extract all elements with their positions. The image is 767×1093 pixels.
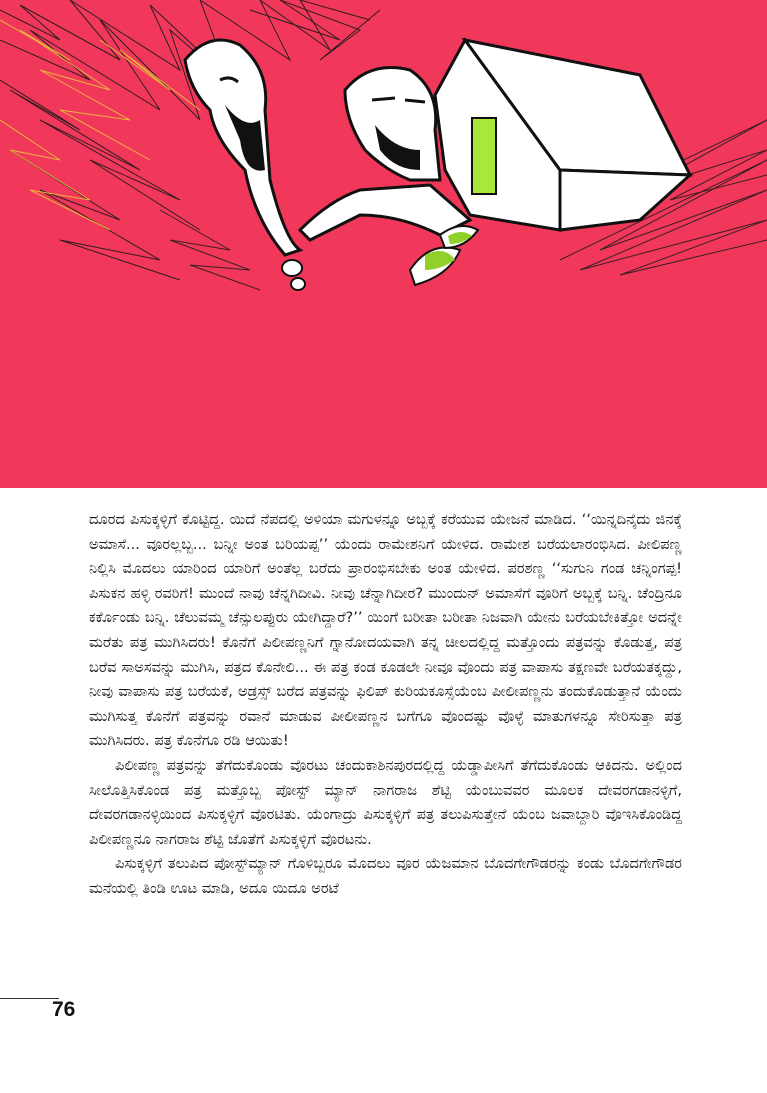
- page-number: 76: [52, 998, 76, 1021]
- illustration: [0, 0, 767, 488]
- paragraph-1: ದೂರದ ಪಿಸುಕ್ಕಳ್ಳಿಗೆ ಕೊಟ್ಟಿದ್ದ. ಯಿದೆ ನೆಪದಲ್ಲಿ ಅಳಿಯಾ ಮಗುಳನ್ನೂ ಅಬ್ಬಕ್ಕೆ ಕರೆಯುವ ಯೇಜನೆ ಮಾಡಿದ. ‘‘ಯಿನ್ನದಿನೈದು ಜಿನಕ್ಕೆ ಅಮಾಸೆ... ವೂರಲ್ಲಬ್ಬ... ಬನ್ನೀ ಅಂತ ಬರಿಯಪ್ಪ’’ ಯೆಂದು ರಾಮೇಶನಿಗೆ ಯೇಳಿದ. ರಾಮೇಶ ಬರೆಯಲಾರಂಭಿಸಿದ. ಪೀಲಿಪಣ್ಣ ನಿಲ್ಲಿಸಿ ಮೊದಲು ಯಾರಿಂದ ಯಾರಿಗೆ ಅಂತೆಲ್ಲ ಬರೆದು ಪ್ರಾರಂಭಿಸಬೇಕು ಅಂತ ಯೇಳಿದ. ಪರಶಣ್ಣ ‘‘ಸುಗುನಿ ಗಂಡ ಚನ್ನಿಂಗಪ್ಪ! ಪಿಸುಕನ ಹಳ್ಳಿ ರವರಿಗೆ! ಮುಂದೆ ನಾವು ಚೆನ್ನಗಿದೀವಿ. ನೀವು ಚೆನ್ನಾಗಿದೀರ? ಮುಂದುನ್ ಅಮಾಸೆಗೆ ವೂರಿಗೆ ಅಬ್ಬಕ್ಕೆ ಬನ್ನಿ. ಚೆಂದ್ರಿನೂ ಕರ್ಕೊಂಡು ಬನ್ನಿ. ಚೆಲುವಮ್ಮ ಚೆನ್ಸುಲಪ್ಪುರು ಯೇಗಿದ್ದಾರೆ?’’ ಯಿಂಗೆ ಬರೀತಾ ಬರೀತಾ ನಿಜವಾಗಿ ಯೇನು ಬರೆಯಬೇಕಿತ್ತೋ ಅದನ್ನೇ ಮರೆತು ಪತ್ರ ಮುಗಿಸಿದರು! ಕೊನೆಗೆ ಪಿಲೀಪಣ್ಣನಿಗೆ ಗ್ನಾನೋದಯವಾಗಿ ತನ್ನ ಚೀಲದಲ್ಲಿದ್ದ ಮತ್ತೊಂದು ಪತ್ರವನ್ನು ಕೊಡುತ್ತ, ಪತ್ರ ಬರೆವ ಸಾಅಸವನ್ನು ಮುಗಿಸಿ, ಪತ್ರದ ಕೊನೇಲಿ... ಈ ಪತ್ರ ಕಂಡ ಕೂಡಲೇ ನೀವೂ ವೊಂದು ಪತ್ರ ವಾಪಾಸು ತಕ್ಷಣವೇ ಬರೆಯತಕ್ಕದ್ದು, ನೀವು ವಾಪಾಸು ಪತ್ರ ಬರೆಯಕೆ, ಅಡ್ರಸ್ಸ್ ಬರೆದ ಪತ್ರವನ್ನು ಫಿಲಿಪ್ ಕುರಿಯಕೂಸ್ಸೆಯೆಂಬ ಪೀಲೀಪಣ್ಣನು ತಂದುಕೊಡುತ್ತಾನೆ ಯೆಂದು ಮುಗಿಸುತ್ತ ಕೊನೆಗೆ ಪತ್ರವನ್ನು ರವಾನೆ ಮಾಡುವ ಪೀಲೀಪಣ್ಣನ ಬಗೆಗೂ ವೊಂದಷ್ಟು ವೊಳ್ಳೆ ಮಾತುಗಳನ್ನೂ ಸೇರಿಸುತ್ತಾ ಪತ್ರ ಮುಗಿಸಿದರು. ಪತ್ರ ಕೊನೆಗೂ ರಡಿ ಆಯಿತು!: [89, 511, 682, 750]
- paragraph-2: ಪಿಲೀಪಣ್ಣ ಪತ್ರವನ್ನು ತೆಗೆದುಕೊಂಡು ವೊರಟು ಚಂದುಕಾಶಿನಪುರದಲ್ಲಿದ್ದ ಯೆಡ್ಡಾಪೀಸಿಗೆ ತೆಗೆದುಕೊಂಡು ಆಕಿದನು. ಅಲ್ಲಿಂದ ಸೀಲೊತ್ತಿಸಿಕೊಂಡ ಪತ್ರ ಮತ್ತೊಬ್ಬ ಪೋಸ್ಟ್ ಮ್ಯಾನ್ ನಾಗರಾಜ ಶೆಟ್ಟಿ ಯೆಂಬುವವರ ಮೂಲಕ ದೇವರಗಡಾನಳ್ಳಿಗೆ, ದೇವರಗಡಾನಳ್ಳಿಯಿಂದ ಪಿಸುಕ್ಕಳ್ಳಿಗೆ ವೊರಟಿತು. ಯೆಂಗಾದ್ರು ಪಿಸುಕ್ಕಳ್ಳಿಗೆ ಪತ್ರ ತಲುಪಿಸುತ್ತೇನೆ ಯೆಂಬ ಜವಾಬ್ದಾರಿ ವೊಇಸಿಕೊಂಡಿದ್ದ ಪಿಲೀಪಣ್ಣನೂ ನಾಗರಾಜ ಶೆಟ್ಟಿ ಜೊತೆಗೆ ಪಿಸುಕ್ಕಳ್ಳಿಗೆ ವೊರಟನು.: [89, 756, 682, 848]
- two-men-and-house-drawing-icon: [0, 0, 767, 488]
- paragraph-3: ಪಿಸುಕ್ಕಳ್ಳಿಗೆ ತಲುಪಿದ ಪೋಸ್ಟ್‌ಮ್ಯಾನ್ ಗೊಳಿಬ್ಬರೂ ಮೊದಲು ವೂರ ಯೆಜಮಾನ ಬೊದಗೇಗೌಡರನ್ನು ಕಂಡು ಬೊದಗೇಗೌಡರ ಮನೆಯಲ್ಲಿ ತಿಂಡಿ ಊಟ ಮಾಡಿ, ಅದೂ ಯಿದೂ ಅರಟೆ: [89, 855, 682, 897]
- text-body: [89, 508, 682, 902]
- page-number-rule: [0, 998, 59, 999]
